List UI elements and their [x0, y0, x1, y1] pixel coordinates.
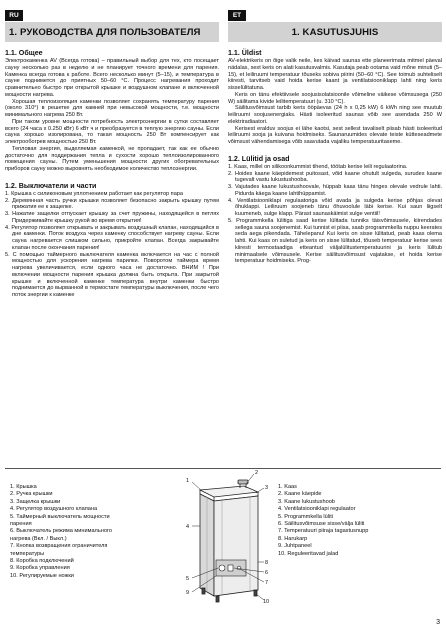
paragraph-et-3: Säilitusvõimsust tarbib keris ööpäevas (24 h x 0,25 kW) 6 kWh ning see muutub leiliruumi soojusenergiaks. Hästi isoleeritud saunas võib see asendada 250 W elektriradiaatori.: [228, 105, 442, 125]
legend-item: 10. Reguleeritavad jalad: [278, 550, 339, 557]
list-item: 3. Нажатие защелки отпускает крышку за счет пружины, находящейся в петлях Придерживайте крышку рукой во время открытия!: [5, 211, 219, 224]
chapter-title-ru: 1. РУКОВОДСТВА ДЛЯ ПОЛЬЗОВАТЕЛЯ: [5, 22, 219, 42]
list-item: 2. Деревянная часть ручки крышки позволяет безопасно закрыть крышку путем прижатия ее к защелке.: [5, 197, 219, 211]
callout-number: 9: [186, 590, 190, 596]
control-panel: [216, 560, 246, 576]
legend-item: 4. Ventilatsiooniklapi regulaator: [278, 506, 356, 513]
list-item: 4. Ventilatsiooniklapi regulaatoriga võid avada ja sulgeda kerise põhjas olevat õhuklappi. Leiliruum soojeneb tänu õhuvoolule läbi kerise. Kui saun liigselt kuumeneb, sulge klapp. Pärast saunaskäimist sulge ventiil!: [228, 197, 442, 217]
callout-number: 8: [265, 560, 269, 566]
section-title-general-ru: 1.1. Общее: [5, 49, 43, 57]
paragraph-ru-1: Электрокаменка AV (Всегда готова) – правильный выбор для тех, кто посещает сауну несколько раз в неделю и не планирует точного времени для парения. Каменка всегда готова к работе. Всего несколько минут (5–15), и температура в сауне поднимется до приятных 50–60 °C. Процесс нагревания проходит сравнительно быстро при открытой крышке и воздушном клапане и включенной мощности нагрева.: [5, 58, 219, 98]
paragraph-ru-4: Тепловая энергия, выделяемая каменкой, не пропадает, так как ее обычно достаточно для поддержания тепла и сухости хорошо теплоизолированного помещения сауны. Путем уменьшения мощности других обогревательных приборов сауну можно выровнять необходимое количество теплоэнергии.: [5, 145, 219, 172]
list-item: 3. Vajutades kaane lukustushoovale, hüppab kaas tänu hinges olevale vedrule lahti. Pidurda käega kaane lahtihüppamist.: [228, 184, 442, 197]
legend-item: 9. Juhtpaneel: [278, 543, 312, 550]
callout-number: 1: [186, 478, 190, 484]
legend-item: 3. Защелка крышки: [10, 498, 61, 505]
legend-item: 4. Регулятор воздушного клапана: [10, 506, 98, 513]
legend-item: 8. Harukarp: [278, 535, 308, 542]
legend-item: 1. Kaas: [278, 484, 297, 490]
legend-item: 7. Кнопка возвращения ограничителя температуры: [10, 543, 108, 557]
estonian-column: [228, 22, 442, 265]
callout-number: 5: [186, 576, 190, 582]
paragraph-ru-2: Хорошая теплоизоляция каменки позволяет сохранять температуру парения (около 310°) в решетке для камней при невысокой мощности, т.е. мощности минимального нагрева 250 Вт.: [5, 98, 219, 118]
list-item: 1. Крышка с силиконовым уплотнением работает как регулятор пара: [5, 190, 183, 197]
legend-item: 1. Крышка: [10, 484, 37, 490]
legend-item: 3. Kaane lukustushoob: [278, 498, 335, 505]
legend-item: 2. Ручка крышки: [10, 491, 53, 498]
list-item: 5. С помощью таймерного выключателя каменка включается на час с полной мощностью для ускорения нагрева парилки. Поворотом таймера время нагрева увеличивается, если одного часа не достаточно. ВНИМ ! При включении мощности парения крышка должна быть открыта. При закрытой крышке и включенной каменке температура внутри каменки быстро поднимается до вырванной в термостате температуры выключения, после чего поток энергии к каменке: [5, 251, 219, 298]
chapter-title-et: 1. KASUTUSJUHIS: [228, 22, 442, 42]
legend-item: 2. Kaane käepide: [278, 491, 322, 498]
callout-number: 7: [265, 580, 269, 586]
callout-number: 10: [263, 599, 270, 605]
callout-number: 6: [265, 570, 269, 576]
legend-item: 8. Коробка подключений: [10, 558, 74, 565]
language-tag-ru: RU: [5, 10, 23, 21]
switch-icon: [228, 565, 233, 571]
list-item: 2. Hoides kaane käepidemest puitosast, võid kaane ohutult sulgeda, surudes kaane tugevalt vastu lukustushooba.: [228, 170, 442, 184]
callout-number: 2: [255, 470, 259, 476]
list-item: 5. Programmkella lülitiga saad kerise lülitada tunniks täisvõimsusele, kiirendades sellega sauna soojenemist. Kui tunnist ei piisa, saab programmkella nuppu keerates seda aega pikendada. Tähelepanu! Kui keris on sisse lülitatud, peab kaas olema lahti. Kui kaas on suletud ja keris on sisse lülitatud, tõuseb temperatuur kerise sees kiiresti termostaadiga etteantud väljalülitustemperatuurini ja keris lülitub minimaalsele võimsusele. Kerise säilitusvõimsust vajatakse, et hoida kerise temperatuur hoidmiseks. Prog-: [228, 217, 442, 265]
paragraph-et-1: AV-elektrikeris on õige valik neile, kes käivad saunas ette planeerimata mitmel päeval nädalas, sest keris on alati kasutusvalmis. Kasutaja peab ootama vaid mõne minuti (5–15), et leiliruumi temperatuur tõuseks sobiva piirini (50–60 °C). See toimub suhteliselt kiiresti, tarvitseb vaid hoida kerise kaant ja ventilatsiooniklapp lahti ning keris sisselülitatuna.: [228, 58, 442, 91]
page-number: 3: [436, 619, 440, 626]
section-title-parts-et: 1.2. Lülitid ja osad: [228, 154, 290, 163]
callout-number: 4: [186, 524, 190, 530]
paragraph-et-4: Kerisest eralduv soojus ei lähe kaotsi, sest sellest tavaliselt piisab hästi isoleeritud leiliruumi sooja ja kuivana hoidmiseks. Saunaruumides olevate teiste kütteseadmete võimsust vähendamisega võib saavutada vajaliku temperatuuritaseme.: [228, 125, 442, 145]
language-tag-et: ET: [228, 10, 246, 21]
legend-item: 5. Таймерный выключатель мощности парения: [10, 513, 110, 528]
legend-item: 9. Коробка управления: [10, 565, 70, 572]
russian-column: [5, 22, 219, 299]
legend-item: 5. Programmkella lüliti: [278, 513, 334, 520]
legend-ru: [10, 484, 120, 580]
callout-number: 3: [265, 485, 269, 491]
list-item: 1. Kaas, millel on silikoonkummist tihend, töötab kerise leili regulaatorina.: [228, 163, 408, 170]
paragraph-et-2: Keris on tänu efektiivsele soojusisolatsioonile võimeline väikese võimsusega (250 W) säilitama kivide leilitemperatuuri (u. 310 °C).: [228, 91, 442, 105]
legend-et: [278, 484, 428, 558]
section-title-parts-ru: 1.2. Выключатели и части: [5, 181, 97, 190]
legend-item: 7. Temperatuuri piiraja tagastusnupp: [278, 528, 369, 535]
paragraph-ru-3: При таком уровне мощности потребность электроэнергии в сутки составляет всего (24 часа х 0.250 кВт) 6 кВт ч и преобразуется в теплую энергию сауны. Если сауна хорошо изолирована, то такая мощность 250 Вт компенсирует как электрообогрев мощностью 250 Вт.: [5, 118, 219, 145]
list-item: 4. Регулятор позволяет открывать и закрывать воздушный клапан, находящийся в дне каменки. Поток воздуха через каменку способствует нагреву сауны. Если сауна нагревается слишком сильно, прикройте клапан. Всегда закрывайте клапан после окончания парения!: [5, 224, 219, 251]
heater-diagram: [178, 466, 273, 611]
legend-item: 6. Выключатель режима минимального нагрева (Вкл. / Выкл.): [10, 528, 112, 542]
legend-item: 10. Регулируемые ножки: [10, 572, 74, 579]
section-title-general-et: 1.1. Üldist: [228, 49, 262, 57]
parts-list-ru: [5, 191, 219, 299]
timer-knob-icon: [219, 565, 225, 571]
legend-item: 6. Säilitusvõimsuse sisse/välja lüliti: [278, 521, 365, 528]
parts-list-et: [228, 164, 442, 265]
